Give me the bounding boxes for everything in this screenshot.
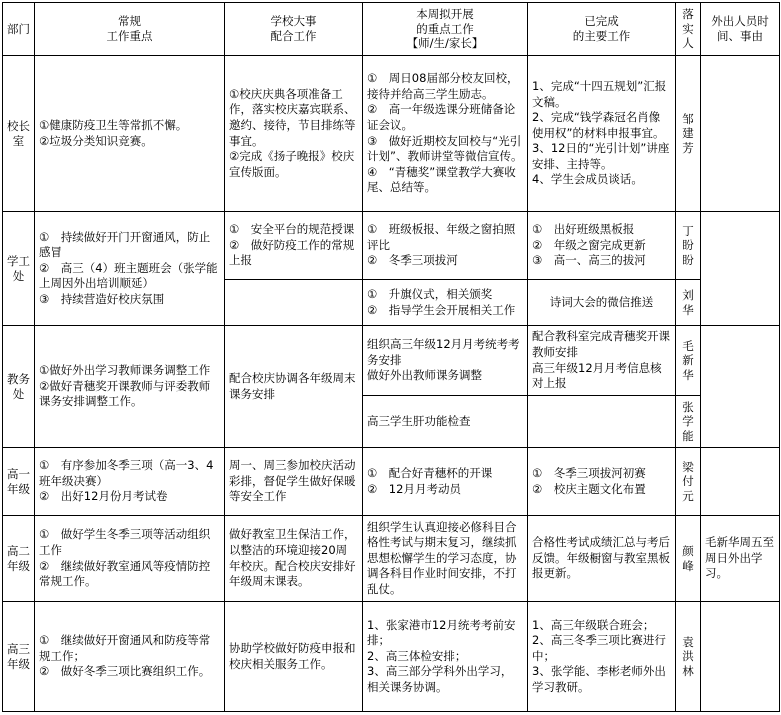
school-events-cell: 做好教室卫生保洁工作，以整洁的环境迎接20周年校庆。配合校庆安排好年级周末课表。	[225, 516, 363, 602]
person-cell: 袁洪林	[676, 602, 701, 712]
week-plan-cell: 组织学生认真迎接必修科目合格性考试与期末复习，继续抓思想松懈学生的学习态度，协调各科目作业时间安排，不打乱仗。	[363, 516, 528, 602]
week-plan-cell: ① 配合好青穗杯的开课 ② 12月月考动员	[363, 448, 528, 516]
routine-cell: ① 继续做好开窗通风和防疫等常规工作； ② 做好冬季三项比赛组织工作。	[35, 602, 225, 712]
week-plan-cell: ① 升旗仪式，相关颁奖 ② 指导学生会开展相关工作	[363, 280, 528, 326]
routine-cell: ① 持续做好开门开窗通风，防止感冒 ② 高三（4）班主题班会（张学能上周因外出培训顺延） ③ 持续营造好校庆氛围	[35, 212, 225, 326]
person-cell: 张学能	[676, 396, 701, 448]
person-cell: 刘华	[676, 280, 701, 326]
table-row	[3, 448, 780, 516]
week-plan-cell: ① 周日08届部分校友回校，接待并给高三学生励志。 ② 高一年级选课分班储备论证会议。 ③ 做好近期校友回校与“光引计划”、教师讲堂等微信宣传。 ④ “青穗奖”课堂教学大赛收尾、总结等。	[363, 56, 528, 212]
routine-cell: ① 做好学生冬季三项等活动组织工作 ② 继续做好教室通风等疫情防控常规工作。	[35, 516, 225, 602]
week-plan-cell: 组织高三年级12月月考统考考务安排 做好外出教师课务调整	[363, 326, 528, 396]
header-routine: 常规 工作重点	[35, 3, 225, 56]
dept-cell: 教务处	[3, 326, 35, 448]
week-plan-cell: 1、张家港市12月统考考前安排； 2、高三体检安排； 3、高三部分学科外出学习，相关课务协调。	[363, 602, 528, 712]
table-row	[3, 516, 780, 602]
completed-cell: 1、完成“十四五规划”汇报文稿。 2、完成“钱学森冠名肖像使用权”的材料申报事宜。 3、12日的“光引计划”讲座安排、主持等。 4、学生会成员谈话。	[528, 56, 676, 212]
dept-cell: 高三年级	[3, 602, 35, 712]
header-completed: 已完成 的主要工作	[528, 3, 676, 56]
outside-cell	[701, 448, 780, 516]
completed-cell: ① 出好班级黑板报 ② 年级之窗完成更新 ③ 高一、高三的拔河	[528, 212, 676, 280]
completed-cell: 合格性考试成绩汇总与考后反馈。年级橱窗与教室黑板报更新。	[528, 516, 676, 602]
table-row	[3, 326, 780, 396]
completed-cell: ① 冬季三项拔河初赛 ② 校庆主题文化布置	[528, 448, 676, 516]
person-cell: 邹建芳	[676, 56, 701, 212]
outside-cell	[701, 56, 780, 212]
table-row	[3, 56, 780, 212]
person-cell: 丁盼盼	[676, 212, 701, 280]
header-school-events: 学校大事 配合工作	[225, 3, 363, 56]
school-events-cell-empty	[225, 280, 363, 326]
completed-cell: 1、高三年级联合班会； 2、高三冬季三项比赛进行中； 3、张学能、李彬老师外出学习教研。	[528, 602, 676, 712]
dept-cell: 高二年级	[3, 516, 35, 602]
routine-cell: ①健康防疫卫生等常抓不懈。 ②垃圾分类知识竞赛。	[35, 56, 225, 212]
header-row	[3, 3, 780, 56]
week-plan-cell: ① 班级板报、年级之窗拍照评比 ② 冬季三项拔河	[363, 212, 528, 280]
dept-cell: 学工处	[3, 212, 35, 326]
week-plan-cell: 高三学生肝功能检查	[363, 396, 528, 448]
completed-cell: 配合教科室完成青穗奖开课教师安排 高三年级12月月考信息核对上报	[528, 326, 676, 396]
school-events-cell: ①校庆庆典各项准备工作，落实校庆嘉宾联系、邀约、接待，节目排练等事宜。 ②完成《扬子晚报》校庆宣传版面。	[225, 56, 363, 212]
header-week-plan: 本周拟开展 的重点工作 【师/生/家长】	[363, 3, 528, 56]
dept-cell: 校长室	[3, 56, 35, 212]
header-dept: 部门	[3, 3, 35, 56]
completed-cell	[528, 396, 676, 448]
header-outside: 外出人员时间、事由	[701, 3, 780, 56]
outside-cell	[701, 326, 780, 448]
school-events-cell: 配合校庆协调各年级周末课务安排	[225, 326, 363, 448]
outside-cell: 毛新华周五至周日外出学习。	[701, 516, 780, 602]
person-cell: 毛新华	[676, 326, 701, 396]
school-events-cell: 协助学校做好防疫申报和校庆相关服务工作。	[225, 602, 363, 712]
dept-cell: 高一年级	[3, 448, 35, 516]
weekly-work-table	[2, 2, 780, 712]
person-cell: 颜峰	[676, 516, 701, 602]
table-row	[3, 602, 780, 712]
routine-cell: ①做好外出学习教师课务调整工作 ②做好青穗奖开课教师与评委教师课务安排调整工作。	[35, 326, 225, 448]
school-events-cell: ① 安全平台的规范授课 ② 做好防疫工作的常规上报	[225, 212, 363, 280]
completed-cell: 诗词大会的微信推送	[528, 280, 676, 326]
header-person: 落实人	[676, 3, 701, 56]
person-cell: 梁付元	[676, 448, 701, 516]
school-events-cell: 周一、周三参加校庆活动彩排，督促学生做好保暖等安全工作	[225, 448, 363, 516]
outside-cell	[701, 602, 780, 712]
routine-cell: ① 有序参加冬季三项（高一3、4班年级决赛） ② 出好12月份月考试卷	[35, 448, 225, 516]
outside-cell	[701, 212, 780, 326]
table-row	[3, 212, 780, 280]
